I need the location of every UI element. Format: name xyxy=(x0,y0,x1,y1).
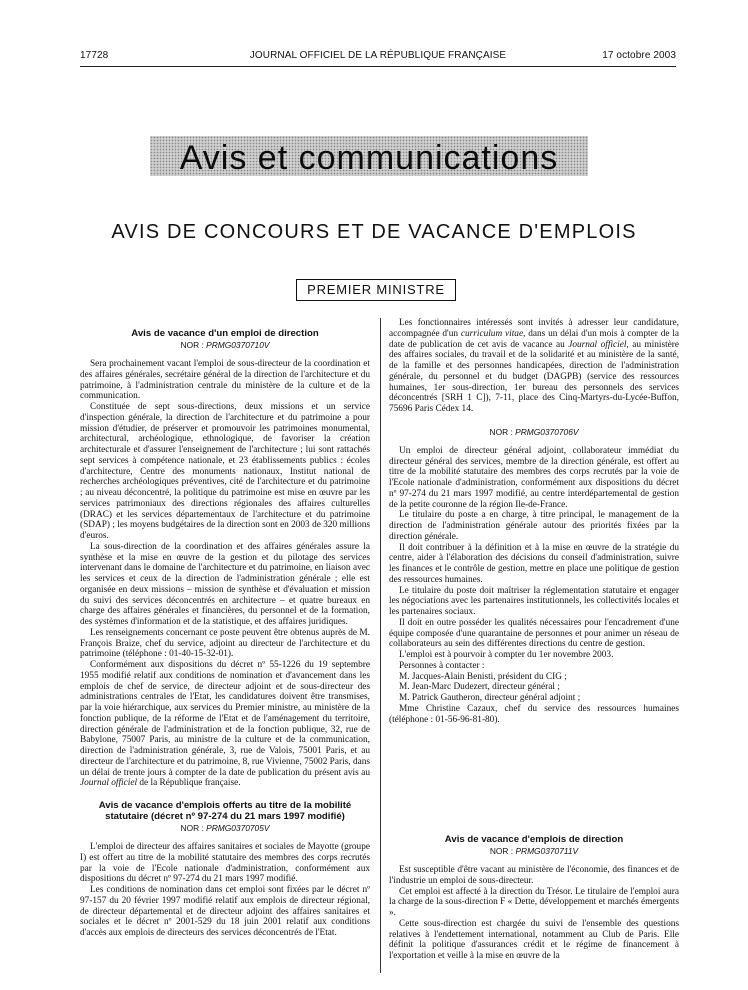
article-title: Avis de vacance d'emplois de direction xyxy=(444,834,624,845)
nor-reference: NOR : PRMG0370705V xyxy=(180,823,270,833)
paragraph: Est susceptible d'être vacant au ministère de l'économie, des finances et de l'industrie un emploi de sous-directeur. xyxy=(389,865,679,886)
article-title: Avis de vacance d'un emploi de direction xyxy=(131,328,319,339)
paragraph: Les conditions de nomination dans cet emploi sont fixées par le décret nº 97-157 du 20 février 1997 modifié relatif aux emplois de directeur régional, de directeur départemental et de directeur adjoint des affaires sanitaires et sociales et le décret nº 2001-529 du 18 juin 2001 relatif aux conditions d'accès aux emplois de directeurs des services déconcentrés de l'Etat. xyxy=(80,885,370,938)
page-number: 17728 xyxy=(80,50,109,61)
paragraph: Les fonctionnaires intéressés sont invités à adresser leur candidature, accompagnée d'un curriculum vitae, dans un délai d'un mois à compter de la date de publication de cet avis de vacance au Journal officiel, au ministère des affaires sociales, du travail et de la solidarité et au ministère de la santé, de la famille et des personnes handicapées, direction de l'administration générale, du personnel et du budget (DAGPB) (service des ressources humaines, 1er sous-direction, 1er bureau des personnels des services déconcentrés [SRH 1 C]), 7-11, place des Cinq-Martyrs-du-Lycée-Buffon, 75696 Paris Cédex 14. xyxy=(389,318,680,414)
journal-title: JOURNAL OFFICIEL DE LA RÉPUBLIQUE FRANÇAISE xyxy=(249,50,507,61)
banner-title: Avis et communications xyxy=(179,139,559,177)
paragraph: Cette sous-direction est chargée du suivi de l'ensemble des questions relatives à l'endettement international, notamment au Club de Paris. Elle définit la politique d'assurances crédit et le régime de financement à l'exportation et veille à la mise en œuvre de la xyxy=(389,918,679,961)
column-divider xyxy=(380,318,381,973)
contact-item: Mme Christine Cazaux, chef du service des ressources humaines (téléphone : 01-56-96-81-80). xyxy=(389,703,679,725)
paragraph: Sera prochainement vacant l'emploi de sous-directeur de la coordination et des affaires générales, secrétaire général de la direction de l'architecture et du patrimoine, à l'administration centrale du ministère de la culture et de la communication. xyxy=(80,359,370,402)
paragraph: Cet emploi est affecté à la direction du Trésor. Le titulaire de l'emploi aura la charge de la sous-direction F « Dette, développement et marchés émergents ». xyxy=(389,886,679,918)
article-title: Avis de vacance d'emplois offerts au titre de la mobilité statutaire (décret nº 97-274 du 21 mars 1997 modifié) xyxy=(98,800,352,822)
issue-date: 17 octobre 2003 xyxy=(602,50,676,61)
paragraph: Il doit en outre posséder les qualités nécessaires pour l'encadrement d'une équipe composée d'une quarantaine de personnes et pour animer un réseau de collaborateurs au sein des différentes directions du centre de gestion. xyxy=(389,617,679,650)
header-rule xyxy=(80,66,676,67)
contact-item: M. Jean-Marc Dudezert, directeur général ; xyxy=(399,682,560,693)
article-direction-vacancy xyxy=(80,328,370,789)
right-column xyxy=(389,318,679,725)
right-column-lower xyxy=(389,834,679,962)
ministry-heading: PREMIER MINISTRE xyxy=(296,279,456,301)
paragraph: Le titulaire du poste doit maîtriser la réglementation statutaire et engager les négociations avec les partenaires institutionnels, les collectivités locales et les partenaires sociaux. xyxy=(389,585,679,617)
contacts-label: Personnes à contacter : xyxy=(399,660,485,671)
paragraph: Conformément aux dispositions du décret nº 55-1226 du 19 septembre 1955 modifié relatif aux conditions de nomination et d'avancement dans les emplois de chef de service, de directeur adjoint et de sous-directeur des administrations centrales de l'Etat, les candidatures doivent être transmises, par la voie hiérarchique, aux services du Premier ministre, au ministère de la fonction publique, de la réforme de l'Etat et de l'aménagement du territoire, direction générale de l'administration et de la fonction publique, 32, rue de Babylone, 75007 Paris, au ministre de la culture et de la communication, direction de l'administration générale, 3, rue de Valois, 75001 Paris, et au directeur de l'architecture et du patrimoine, 8, rue Vivienne, 75002 Paris, dans un délai de trente jours à compter de la date de publication du présent avis au Journal officiel de la République française. xyxy=(80,660,370,789)
contact-item: M. Jacques-Alain Benisti, président du CIG ; xyxy=(399,671,567,682)
paragraph: La sous-direction de la coordination et des affaires générales assure la synthèse et la mise en œuvre de la gestion et du pilotage des services intervenant dans le domaine de l'architecture et du patrimoine, en liaison avec les services et ceux de la direction de l'administration générale ; elle est organisée en deux missions – mission de synthèse et d'évaluation et mission du suivi des services déconcentrés en architecture – et quatre bureaux en charge des affaires générales et financières, du personnel et de la formation, des systèmes d'information et de la statistique, et des affaires juridiques. xyxy=(80,541,370,627)
paragraph: L'emploi est à pourvoir à compter du 1er novembre 2003. xyxy=(399,650,614,660)
paragraph: Les renseignements concernant ce poste peuvent être obtenus auprès de M. François Braize, chef du service, adjoint au directeur de l'architecture et du patrimoine (téléphone : 01-40-15-32-01). xyxy=(80,627,370,660)
paragraph: Un emploi de directeur général adjoint, collaborateur immédiat du directeur général des services, membre de la direction générale, est offert au titre de la mobilité statutaire des membres des corps recrutés par la voie de l'Ecole nationale d'administration, conformément aux dispositions du décret nº 97-274 du 21 mars 1997 modifié, au centre interdépartemental de gestion de la petite couronne de la région Ile-de-France. xyxy=(389,445,679,510)
paragraph: Il doit contribuer à la définition et à la mise en œuvre de la stratégie du centre, aider à l'élaboration des décisions du conseil d'administration, suivre les finances et le contrôle de gestion, mettre en place une politique de gestion des ressources humaines. xyxy=(389,542,679,585)
nor-reference: NOR : PRMG0370711V xyxy=(489,846,579,856)
nor-reference: NOR : PRMG0370706V xyxy=(489,426,579,437)
nor-reference: NOR : PRMG0370710V xyxy=(180,340,270,350)
article-mobility-vacancy xyxy=(80,800,370,939)
running-head xyxy=(80,50,676,64)
paragraph: Le titulaire du poste a en charge, à titre principal, le management de la direction de l'administration générale autour des priorités fixées par la direction générale. xyxy=(389,510,679,542)
contact-item: M. Patrick Gautheron, directeur général adjoint ; xyxy=(399,693,581,703)
article-deputy-director xyxy=(389,427,679,726)
left-column xyxy=(80,328,370,939)
paragraph: Constituée de sept sous-directions, deux missions et un service d'inspection générale, la direction de l'architecture et du patrimoine a pour mission d'étudier, de préserver et promouvoir les patrimoines monumental, architectural, archéologique, ethnologique, de favoriser la création architecturale et d'assurer l'enseignement de l'architecture ; lui sont rattachés sept services à compétence nationale, et 23 établissements publics : écoles d'architecture, Centre des monuments nationaux, Institut national de recherches archéologiques préventives, cité de l'architecture et du patrimoine ; au niveau déconcentré, la politique du patrimoine est mise en œuvre par les services patrimoniaux des directions régionales des affaires culturelles (DRAC) et les services départementaux de l'architecture et du patrimoine (SDAP) ; les moyens budgétaires de la direction sont en 2003 de 320 millions d'euros. xyxy=(80,402,370,541)
paragraph: L'emploi de directeur des affaires sanitaires et sociales de Mayotte (groupe I) est offert au titre de la mobilité statutaire des membres des corps recrutés par la voie de l'Ecole nationale d'administration, conformément aux dispositions du décret nº 97-274 du 21 mars 1997 modifié. xyxy=(80,842,370,885)
section-title: AVIS DE CONCOURS ET DE VACANCE D'EMPLOIS xyxy=(111,221,637,243)
article-treasury-vacancy xyxy=(389,834,679,962)
